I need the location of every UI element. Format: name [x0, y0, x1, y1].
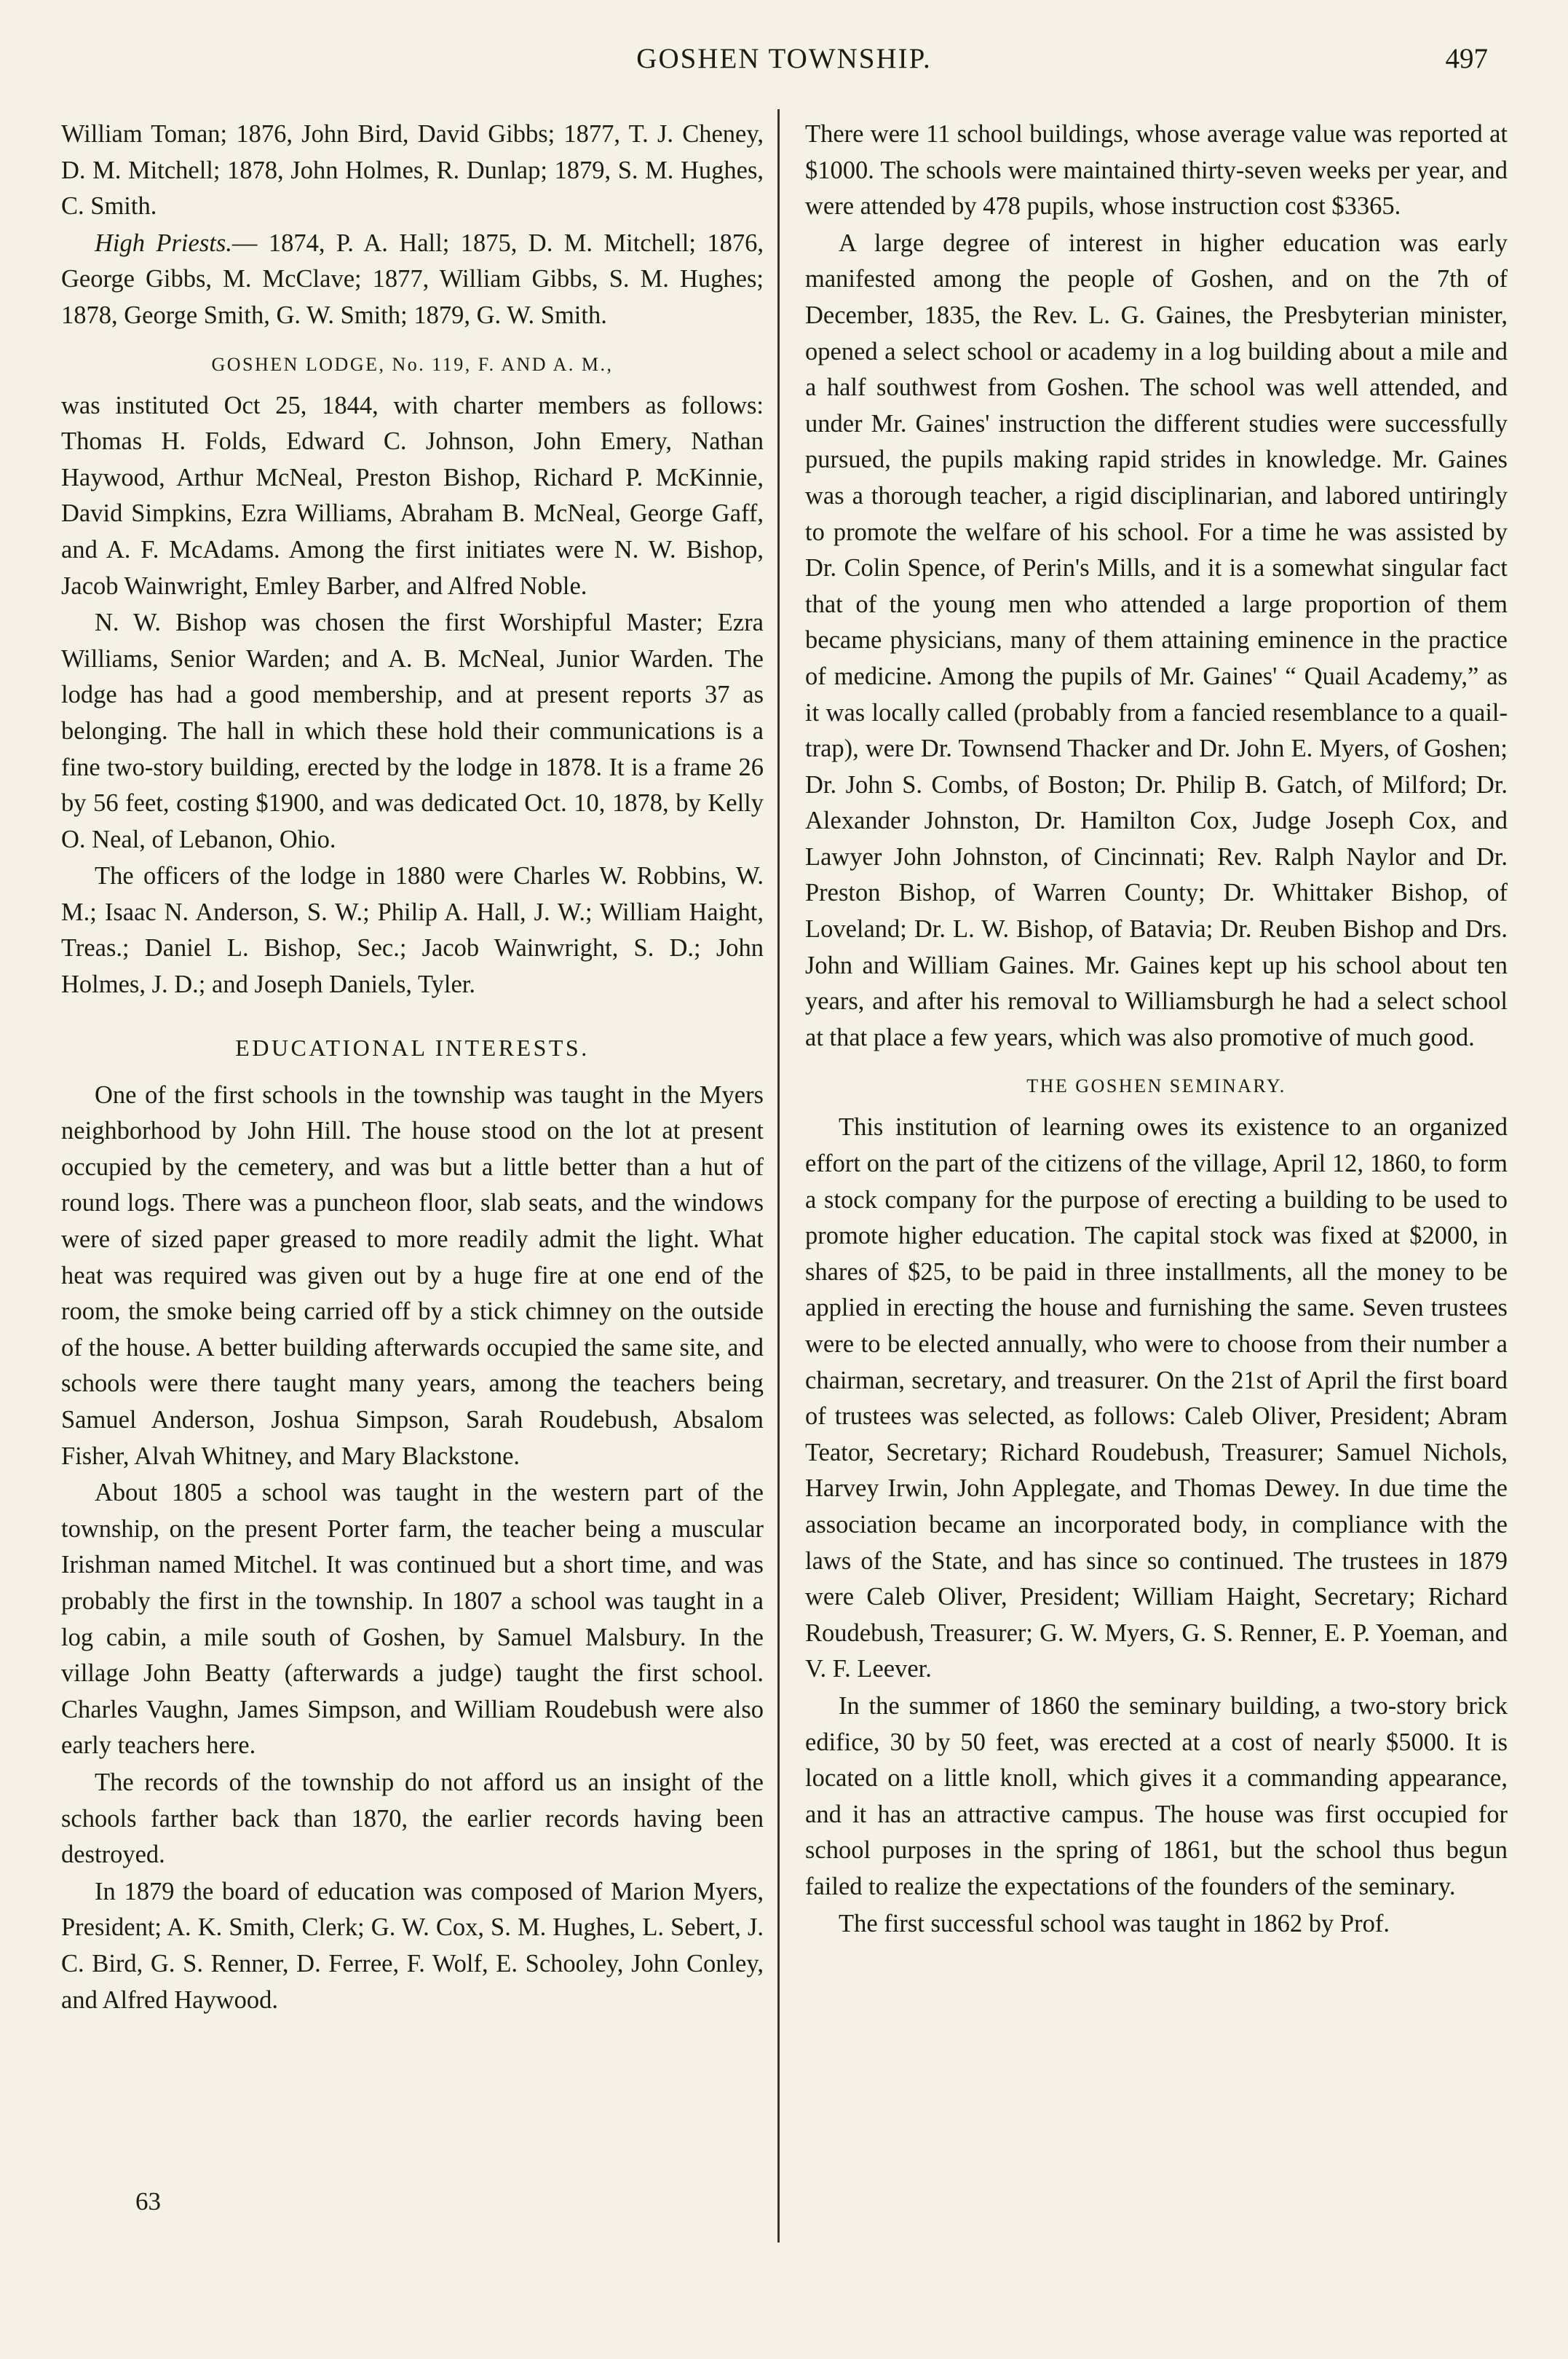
paragraph: About 1805 a school was taught in the western part of the township, on the present Porter farm, the teacher being a muscular Irishman named Mitchel. It was continued but a short time, and was probably the first in the township. In 1807 a school was taught in a log cabin, a mile south of Goshen, by Samuel Malsbury. In the village John Beatty (afterwards a judge) taught the first school. Charles Vaughn, James Simpson, and William Roudebush were also early teachers here.: [61, 1479, 764, 1760]
paragraph: William Toman; 1876, John Bird, David Gibbs; 1877, T. J. Cheney, D. M. Mitchell; 1878, John Holmes, R. Dunlap; 1879, S. M. Hughes, C. Smith.: [61, 120, 764, 221]
paragraph: The records of the township do not afford us an insight of the schools farther back than 1870, the earlier records having been destroyed.: [61, 1768, 764, 1869]
signature-mark: 63: [135, 2187, 161, 2216]
paragraph: One of the first schools in the township was taught in the Myers neighborhood by John Hill. The house stood on the lot at present occupied by the cemetery, and was but a little better than a hut of round logs. There was a puncheon floor, slab seats, and the windows were of sized paper greased to more readily admit the light. What heat was required was given out by a huge fire at one end of the room, the smoke being carried off by a stick chimney on the outside of the house. A better building afterwards occupied the same site, and schools were there taught many years, among the teachers being Samuel Anderson, Joshua Simpson, Sarah Roudebush, Absalom Fisher, Alvah Whitney, and Mary Blackstone.: [61, 1080, 764, 1470]
paragraph: In 1879 the board of education was composed of Marion Myers, President; A. K. Smith, Clerk; G. W. Cox, S. M. Hughes, L. Sebert, J. C. Bird, G. S. Renner, D. Ferree, F. Wolf, E. Schooley, John Conley, and Alfred Haywood.: [61, 1877, 764, 2014]
left-column: [61, 116, 764, 2019]
paragraph: N. W. Bishop was chosen the first Worshipful Master; Ezra Williams, Senior Warden; and A. B. McNeal, Junior Warden. The lodge has had a good membership, and at present reports 37 as belonging. The hall in which these hold their communications is a fine two-story building, erected by the lodge in 1878. It is a frame 26 by 56 feet, costing $1900, and was dedicated Oct. 10, 1878, by Kelly O. Neal, of Lebanon, Ohio.: [61, 609, 764, 853]
section-heading-lodge: GOSHEN LODGE, No. 119, F. AND A. M.,: [211, 353, 614, 375]
paragraph-text: — 1874, P. A. Hall; 1875, D. M. Mitchell; 1876, George Gibbs, M. McClave; 1877, William Gibbs, S. M. Hughes; 1878, George Smith, G. W. Smith; 1879, G. W. Smith.: [61, 229, 764, 329]
paragraph: was instituted Oct 25, 1844, with charter members as follows: Thomas H. Folds, Edward C. Johnson, John Emery, Nathan Haywood, Arthur McNeal, Preston Bishop, Richard P. McKinnie, David Simpkins, Ezra Williams, Abraham B. McNeal, George Gaff, and A. F. McAdams. Among the first initiates were N. W. Bishop, Jacob Wainwright, Emley Barber, and Alfred Noble.: [61, 391, 764, 600]
right-column: [805, 116, 1508, 1943]
paragraph: In the summer of 1860 the seminary building, a two-story brick edifice, 30 by 50 feet, was erected at a cost of nearly $5000. It is located on a little knoll, which gives it a commanding appearance, and it has an attractive campus. The house was first occupied for school purposes in the spring of 1861, but the school thus begun failed to realize the expectations of the founders of the seminary.: [805, 1691, 1508, 1900]
paragraph: The officers of the lodge in 1880 were Charles W. Robbins, W. M.; Isaac N. Anderson, S. W.; Philip A. Hall, J. W.; William Haight, Treas.; Daniel L. Bishop, Sec.; Jacob Wainwright, S. D.; John Holmes, J. D.; and Joseph Daniels, Tyler.: [61, 862, 764, 999]
section-heading-seminary: THE GOSHEN SEMINARY.: [1026, 1075, 1286, 1097]
paragraph: A large degree of interest in higher education was early manifested among the people of Goshen, and on the 7th of December, 1835, the Rev. L. G. Gaines, the Presbyterian minister, opened a select school or academy in a log building about a mile and a half southwest from Goshen. The school was well attended, and under Mr. Gaines' instruction the different studies were successfully pursued, the pupils making rapid strides in knowledge. Mr. Gaines was a thorough teacher, a rigid disciplinarian, and labored untiringly to promote the welfare of his school. For a time he was assisted by Dr. Colin Spence, of Perin's Mills, and it is a somewhat singular fact that of the young men who attended a large proportion of them became physicians, many of them attaining eminence in the practice of medicine. Among the pupils of Mr. Gaines' “ Quail Academy,” as it was locally called (probably from a fancied resemblance to a quail-trap), were Dr. Townsend Thacker and Dr. John E. Myers, of Goshen; Dr. John S. Combs, of Boston; Dr. Philip B. Gatch, of Milford; Dr. Alexander Johnston, Dr. Hamilton Cox, Judge Joseph Cox, and Lawyer John Johnston, of Cincinnati; Rev. Ralph Naylor and Dr. Preston Bishop, of Warren County; Dr. Whittaker Bishop, of Loveland; Dr. L. W. Bishop, of Batavia; Dr. Reuben Bishop and Drs. John and William Gaines. Mr. Gaines kept up his school about ten years, and after his removal to Williamsburgh he had a select school at that place a few years, which was also promotive of much good.: [805, 229, 1508, 1051]
paragraph: There were 11 school buildings, whose average value was reported at $1000. The schools were maintained thirty-seven weeks per year, and were attended by 478 pupils, whose instruction cost $3365.: [805, 120, 1508, 221]
paragraph: The first successful school was taught in 1862 by Prof.: [839, 1909, 1390, 1937]
page-header: [0, 42, 1568, 86]
paragraph: [61, 226, 764, 334]
paragraph: This institution of learning owes its existence to an organized effort on the part of the citizens of the village, April 12, 1860, to form a stock company for the purpose of erecting a building to be used to promote higher education. The capital stock was fixed at $2000, in shares of $25, to be paid in three installments, all the money to be applied in erecting the house and furnishing the same. Seven trustees were to be elected annually, who were to choose from their number a chairman, secretary, and treasurer. On the 21st of April the first board of trustees was selected, as follows: Caleb Oliver, President; Abram Teator, Secretary; Richard Roudebush, Treasurer; Samuel Nichols, Harvey Irwin, John Applegate, and Thomas Dewey. In due time the association became an incorporated body, in compliance with the laws of the State, and has since so continued. The trustees in 1879 were Caleb Oliver, President; William Haight, Secretary; Richard Roudebush, Treasurer; G. W. Myers, G. S. Renner, E. P. Yoeman, and V. F. Leever.: [805, 1113, 1508, 1683]
page-number: 497: [1445, 43, 1488, 74]
italic-lead: High Priests.: [95, 229, 232, 257]
column-divider: [777, 109, 780, 2243]
section-heading-education: EDUCATIONAL INTERESTS.: [235, 1034, 590, 1061]
running-title: GOSHEN TOWNSHIP.: [636, 43, 932, 74]
